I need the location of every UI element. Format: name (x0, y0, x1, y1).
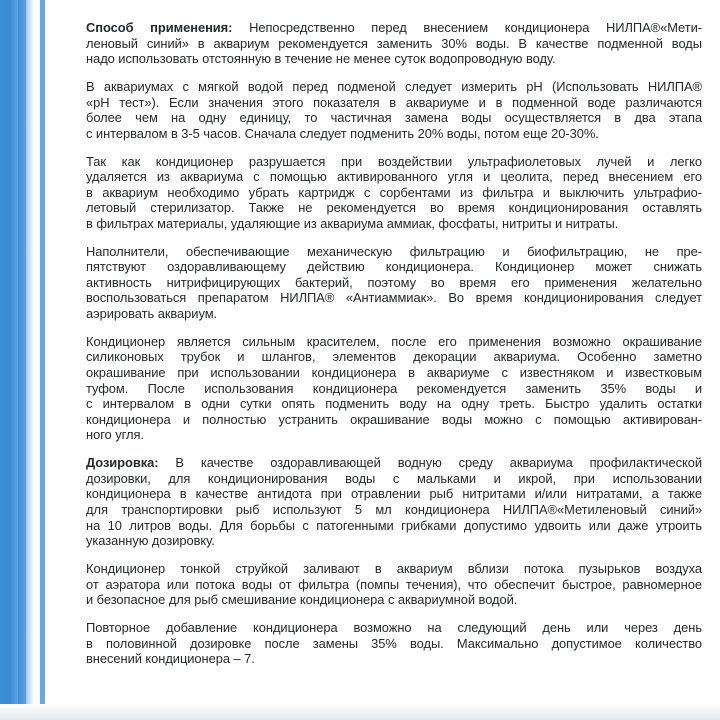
line-text: кондиционера в качестве антидота при отравлении рыб нитритами и/или нитратами, а также (86, 486, 702, 502)
line-text: «pH тест»). Если значения этого показателя в аквариуме и в подменной воде различаются (86, 94, 702, 110)
instruction-paragraph (86, 79, 702, 141)
line-text: от аэратора или потока воды от фильтра (помпы течения), что обеспечит быстрое, равномерное (86, 576, 702, 592)
instruction-paragraph (86, 20, 702, 67)
line-text: на 10 литров воды. Для борьбы с патогенными грибками допустимо удвоить или даже утроить (86, 517, 702, 533)
line-text: надо использовать отстоянную в течение не менее суток водопроводную воду. (86, 51, 556, 67)
line-text: силиконовых трубок и шлангов, элементов декорации аквариума. Особенно заметно (86, 349, 702, 365)
line-text: пятствуют оздоравливающему действию кондиционера. Кондиционер может снижать (86, 259, 702, 275)
line-text: ного угля. (86, 427, 144, 443)
line-text: указанную дозировку. (86, 533, 215, 549)
text-line (86, 561, 702, 577)
text-line (86, 592, 702, 608)
text-line (86, 427, 702, 443)
text-line (86, 20, 702, 36)
line-text: в половинной дозировке после замены 35% воды. Максимально допустимое количество (86, 635, 702, 651)
text-line (86, 110, 702, 126)
line-text: для транспортировки рыб используют 5 мл кондиционера НИЛПА®«Метиленовый синий» (86, 501, 702, 517)
text-line (86, 185, 702, 201)
line-text: в аквариум необходимо убрать картридж с сорбентами из фильтра и выключить ультрафио- (86, 184, 702, 200)
text-line (86, 533, 702, 549)
blue-edge-line (40, 0, 45, 720)
section-heading: Дозировка: (86, 455, 159, 471)
text-line (86, 334, 702, 350)
line-text: Так как кондиционер разрушается при воздействии ультрафиолетовых лучей и легко (86, 153, 702, 169)
text-line (86, 349, 702, 365)
text-line (86, 126, 702, 142)
text-line (86, 200, 702, 216)
line-text: туфом. После использования кондиционера рекомендуется заменить 35% воды и (86, 380, 702, 396)
bottom-edge (0, 704, 720, 720)
instruction-paragraph (86, 334, 702, 443)
line-text: с интервалом в 3-5 часов. Сначала следует подменить 20% воды, потом еще 20-30%. (86, 125, 599, 141)
instruction-paragraph (86, 244, 702, 322)
line-text: и безопасное для рыб смешивание кондиционера с аквариумной водой. (86, 592, 518, 608)
text-line (86, 502, 702, 518)
line-text: В аквариумах с мягкой водой перед подменой следует измерить pH (Использовать НИЛПА® (86, 78, 702, 94)
line-text: аэрировать аквариум. (86, 306, 218, 322)
line-text: Повторное добавление кондиционера возможно на следующий день или через день (86, 619, 702, 635)
line-text: Кондиционер является сильным красителем, после его применения возможно окрашивание (86, 333, 702, 349)
text-line (86, 577, 702, 593)
line-text: Кондиционер тонкой струйкой заливают в аквариум вблизи потока пузырьков воздуха (86, 560, 702, 576)
line-text: внесений кондиционера – 7. (86, 651, 255, 667)
text-line (86, 79, 702, 95)
text-line (86, 471, 702, 487)
instruction-paragraph (86, 455, 702, 549)
line-text: окрашивание при использовании кондиционера в аквариуме с известняком и известковым (86, 365, 702, 381)
text-line (86, 216, 702, 232)
text-line (86, 290, 702, 306)
instruction-paragraph (86, 154, 702, 232)
line-text: В качестве оздоравливающей водную среду аквариума профилактической (158, 455, 702, 471)
blue-edge-shade (18, 0, 26, 720)
line-text: Непосредственно перед внесением кондиционера НИЛПА®«Мети- (232, 20, 702, 35)
text-line (86, 518, 702, 534)
text-line (86, 244, 702, 260)
text-line (86, 455, 702, 471)
line-text: леновый синий» в аквариум рекомендуется заменить 30% воды. В качестве подменной воды (86, 35, 702, 51)
blue-edge-stripe (0, 0, 34, 720)
text-line (86, 275, 702, 291)
line-text: кондиционера и полностью устранить окрашивание воды можно с помощью активирован- (86, 411, 702, 427)
line-text: Наполнители, обеспечивающие механическую фильтрацию и биофильтрацию, не пре- (86, 243, 702, 259)
line-text: воспользоваться препаратом НИЛПА® «Антиаммиак». Во время кондиционирования следует (86, 290, 702, 306)
text-line (86, 381, 702, 397)
text-line (86, 651, 702, 667)
line-text: с интервалом в одни сутки опять подменить воду на одну треть. Быстро удалить остатки (86, 396, 702, 412)
line-text: летовый стерилизатор. Также не рекомендуется во время кондиционирования оставлять (86, 200, 702, 216)
text-line (86, 51, 702, 67)
instruction-paragraph (86, 620, 702, 667)
text-line (86, 169, 702, 185)
text-line (86, 95, 702, 111)
text-line (86, 306, 702, 322)
text-line (86, 365, 702, 381)
instructions-text (86, 20, 702, 679)
text-line (86, 412, 702, 428)
section-heading: Способ применения: (86, 20, 233, 35)
line-text: в фильтрах материалы, удаляющие из аквариума аммиак, фосфаты, нитриты и нитраты. (86, 215, 619, 231)
line-text: активность нитрифицирующих бактерий, поэтому во время его применения желательно (86, 274, 702, 290)
text-line (86, 259, 702, 275)
line-text: более чем на одну единицу, то частичная замена воды осуществляется в два этапа (86, 110, 702, 126)
text-line (86, 396, 702, 412)
text-line (86, 36, 702, 52)
line-text: удаляется из аквариума с помощью активированного угля и цеолита, перед внесением его (86, 169, 702, 185)
text-line (86, 154, 702, 170)
text-line (86, 486, 702, 502)
line-text: дозировки, для кондиционирования воды с мальками и икрой, при использовании (86, 470, 702, 486)
text-line (86, 620, 702, 636)
instruction-paragraph (86, 561, 702, 608)
text-line (86, 636, 702, 652)
